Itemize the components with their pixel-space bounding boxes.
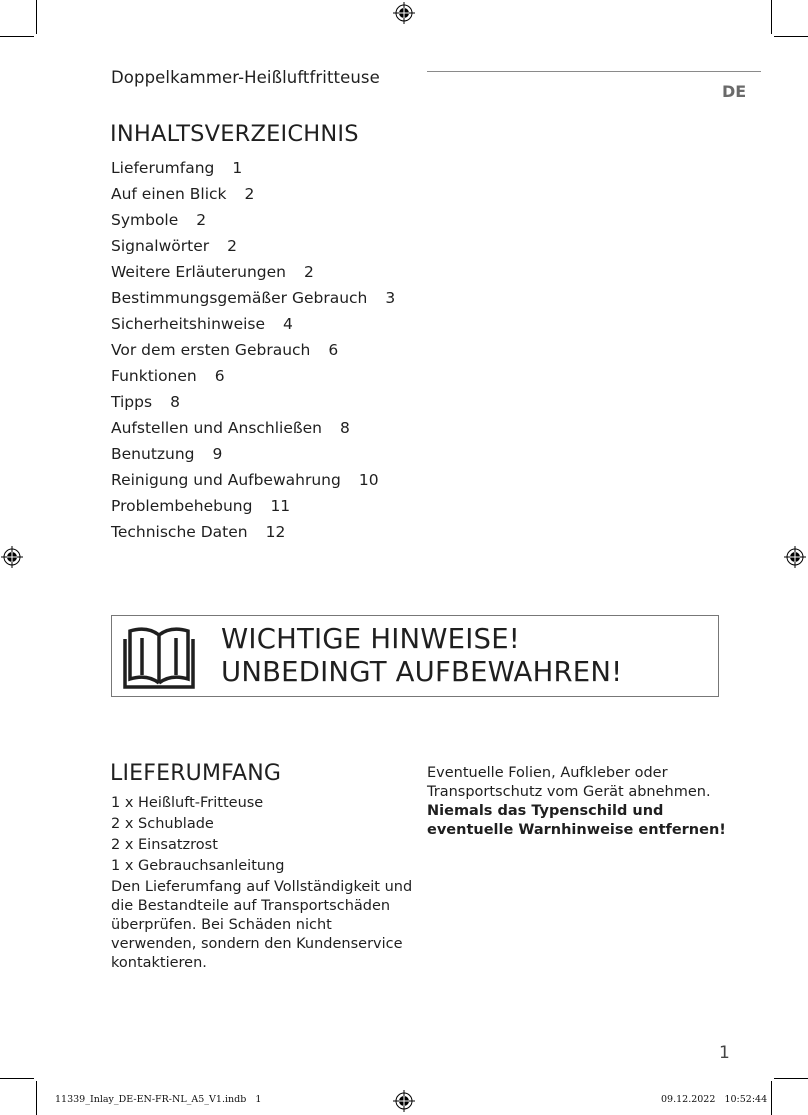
toc-entry-label: Tipps [111,393,153,411]
notice-line-1: WICHTIGE HINWEISE! [221,623,521,655]
document-title: Doppelkammer-Heißluftfritteuse [111,68,380,87]
toc-entry-label: Reinigung und Aufbewahrung [111,471,341,489]
toc-entry-page: 1 [232,159,243,177]
print-slug-date: 09.12.2022 10:52:44 [661,1094,768,1105]
toc-entry-label: Weitere Erläuterungen [111,263,286,281]
scope-item: 1 x Heißluft-Fritteuse [111,795,264,811]
toc-entry-label: Sicherheitshinweise [111,315,266,333]
toc-entry[interactable] [111,338,395,364]
toc-entry-label: Problembehebung [111,497,253,515]
toc-entry[interactable] [111,442,395,468]
crop-mark-top-left-h [0,36,34,37]
warning-text: Niemals das Typenschild und eventuelle Warnhinweise entfernen! [427,803,726,838]
toc-entry[interactable] [111,364,395,390]
toc-entry-label: Auf einen Blick [111,185,227,203]
important-notice-box [111,615,719,697]
crop-mark-bottom-left-h [0,1078,34,1079]
toc-entry[interactable] [111,390,395,416]
print-slug-file: 11339_Inlay_DE-EN-FR-NL_A5_V1.indb 1 [55,1094,262,1105]
toc-entry-page: 8 [340,419,350,437]
toc-entry[interactable] [111,234,395,260]
toc-entry-label: Signalwörter [111,237,210,255]
notice-line-2: UNBEDINGT AUFBEWAHREN! [221,656,623,688]
toc-entry-page: 11 [270,497,291,515]
registration-mark-right [784,546,806,568]
toc-entry[interactable] [111,208,395,234]
toc-entry-label: Technische Daten [111,523,248,541]
toc-entry[interactable] [111,468,395,494]
toc-entry[interactable] [111,260,395,286]
registration-mark-bottom [393,1090,415,1112]
scope-item-list [111,793,284,877]
packaging-removal-text: Eventuelle Folien, Aufkleber oder Transportschutz vom Gerät abnehmen. [427,765,711,800]
toc-entry-page: 4 [283,315,293,333]
toc-entry-page: 6 [214,367,225,385]
toc-entry-page: 10 [358,471,379,489]
toc-entry-label: Bestimmungsgemäßer Gebrauch [111,289,368,307]
toc-entry-label: Lieferumfang [111,159,215,177]
toc-entry[interactable] [111,156,395,182]
toc-entry-page: 2 [244,185,255,203]
toc-entry-label: Aufstellen und Anschließen [111,419,323,437]
registration-mark-left [1,546,23,568]
toc-entry-page: 9 [212,445,223,463]
toc-entry[interactable] [111,286,395,312]
crop-mark-top-left-v [36,0,37,34]
header-rule [427,71,761,72]
notice-text [221,623,622,689]
crop-mark-bottom-right-h [774,1078,808,1079]
registration-mark-top [393,2,415,24]
scope-paragraph: Den Lieferumfang auf Vollständigkeit und die Bestandteile auf Transportschäden überprüfen. Bei Schäden nicht verwenden, sondern den Kundenservice kontaktieren. [111,879,413,971]
toc-entry[interactable] [111,416,395,442]
page-number: 1 [719,1043,730,1063]
open-book-icon [122,625,196,689]
crop-mark-top-right-h [774,36,808,37]
toc-entry[interactable] [111,182,395,208]
scope-heading: LIEFERUMFANG [110,761,282,786]
toc-heading: INHALTSVERZEICHNIS [110,121,359,147]
crop-mark-top-right-v [771,0,772,34]
toc-entry-label: Benutzung [111,445,195,463]
toc-entry-page: 2 [196,211,207,229]
toc-entry-page: 2 [227,237,238,255]
toc-entry-page: 8 [170,393,180,411]
crop-mark-bottom-left-v [36,1081,37,1115]
toc-entry-page: 12 [265,523,286,541]
scope-item: 2 x Schublade [111,816,214,832]
toc-entry[interactable] [111,312,395,338]
language-tag: DE [722,82,747,101]
toc-entry-page: 2 [304,263,314,281]
toc-entry[interactable] [111,494,395,520]
toc-entry-label: Vor dem ersten Gebrauch [111,341,311,359]
crop-mark-bottom-right-v [771,1081,772,1115]
toc-entry[interactable] [111,520,395,546]
scope-item: 1 x Gebrauchsanleitung [111,858,285,874]
toc-entry-page: 3 [385,289,396,307]
toc-entry-label: Funktionen [111,367,197,385]
toc-entry-page: 6 [328,341,339,359]
table-of-contents [111,156,395,546]
toc-entry-label: Symbole [111,211,179,229]
scope-item: 2 x Einsatzrost [111,837,218,853]
